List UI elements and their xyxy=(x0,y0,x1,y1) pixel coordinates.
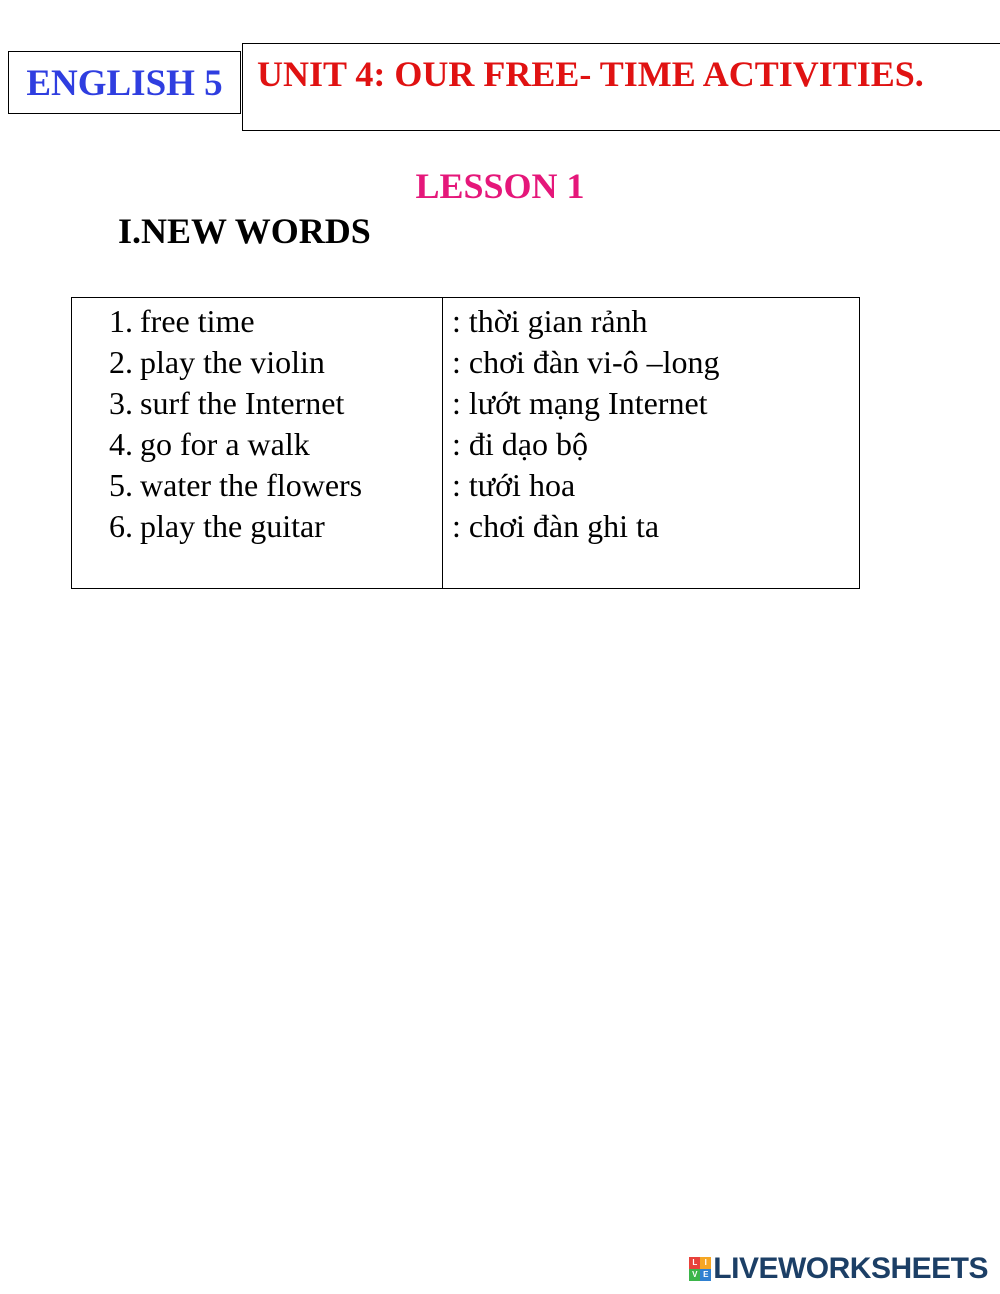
vocabulary-table xyxy=(71,297,860,589)
vocabulary-row xyxy=(72,383,859,424)
unit-title: UNIT 4: OUR FREE- TIME ACTIVITIES. xyxy=(257,54,924,94)
logo-letter: V xyxy=(689,1269,700,1281)
vocabulary-row xyxy=(72,301,859,342)
vocabulary-row xyxy=(72,424,859,465)
liveworksheets-logo-icon xyxy=(689,1257,711,1281)
brand-name: LIVEWORKSHEETS xyxy=(713,1252,988,1285)
course-box xyxy=(8,51,241,114)
item-number: 1. xyxy=(109,303,133,339)
english-term: surf the Internet xyxy=(140,385,345,421)
logo-letter: L xyxy=(689,1257,700,1269)
liveworksheets-brand[interactable] xyxy=(689,1252,988,1286)
item-number: 3. xyxy=(109,385,133,421)
vocabulary-row xyxy=(72,342,859,383)
vietnamese-meaning: : chơi đàn ghi ta xyxy=(452,508,660,544)
english-term: free time xyxy=(140,303,255,339)
english-term: water the flowers xyxy=(140,467,363,503)
item-number: 4. xyxy=(109,426,133,462)
lesson-title: LESSON 1 xyxy=(415,166,585,206)
english-term: play the violin xyxy=(140,344,325,380)
item-number: 6. xyxy=(109,508,133,544)
item-number: 2. xyxy=(109,344,133,380)
item-number: 5. xyxy=(109,467,133,503)
vocabulary-row xyxy=(72,465,859,506)
logo-letter: I xyxy=(700,1257,711,1269)
logo-letter: E xyxy=(700,1269,711,1281)
section-title: I.NEW WORDS xyxy=(118,211,371,251)
english-term: play the guitar xyxy=(140,508,325,544)
course-title: ENGLISH 5 xyxy=(26,63,223,104)
vietnamese-meaning: : lướt mạng Internet xyxy=(452,385,708,421)
vocabulary-row xyxy=(72,506,859,547)
english-term: go for a walk xyxy=(140,426,310,462)
vietnamese-meaning: : thời gian rảnh xyxy=(452,303,648,339)
vietnamese-meaning: : đi dạo bộ xyxy=(452,426,588,462)
vietnamese-meaning: : chơi đàn vi-ô –long xyxy=(452,344,720,380)
vietnamese-meaning: : tưới hoa xyxy=(452,467,576,503)
unit-box xyxy=(242,43,1000,131)
